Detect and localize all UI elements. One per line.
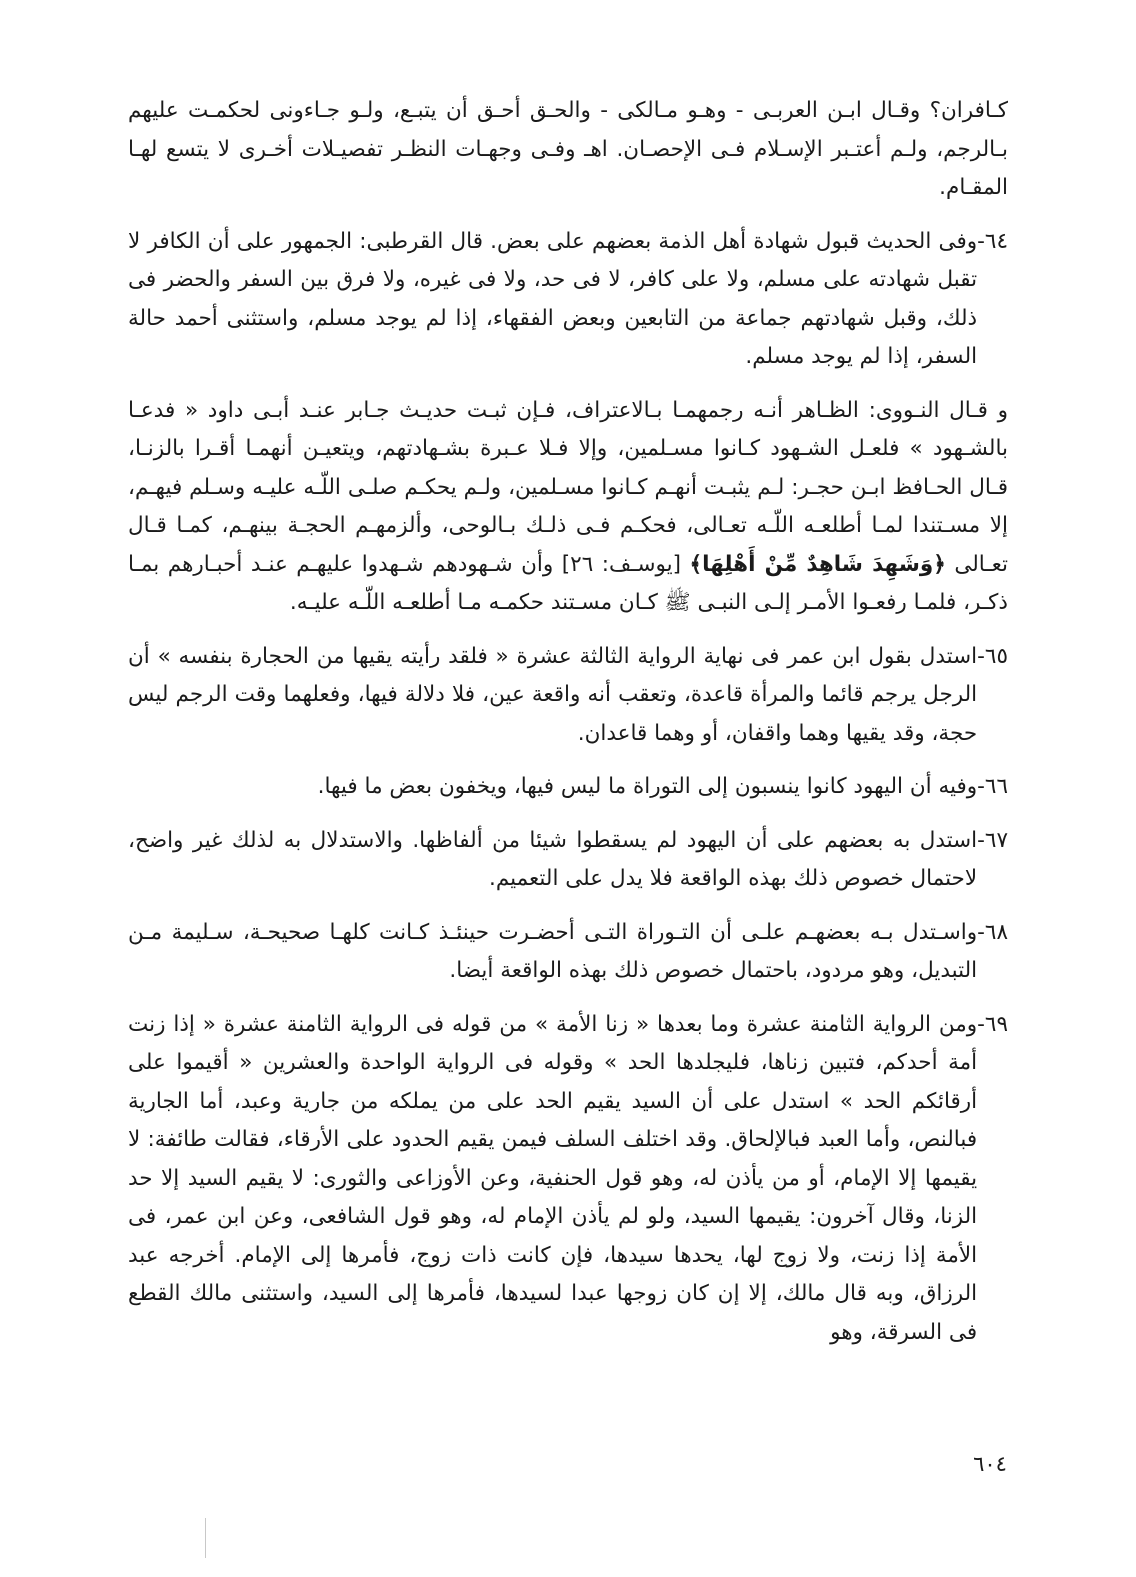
paragraph-67 bbox=[128, 822, 1008, 899]
paragraph-number: ٦٤- bbox=[977, 228, 1008, 254]
paragraph-66 bbox=[128, 768, 1008, 807]
quran-verse: ﴿وَشَهِدَ شَاهِدٌ مِّنْ أَهْلِهَا﴾ bbox=[689, 551, 946, 577]
paragraph-nawawi bbox=[128, 392, 1008, 623]
paragraph-text: وفى الحديث قبول شهادة أهل الذمة بعضهم على بعض. قال القرطبى: الجمهور على أن الكافر لا تقبل شهادته على مسلم، ولا على كافر، لا فى حد، ولا فى غيره، ولا فرق بين السفر والحضر فى ذلك، وقبل شهادتهم جماعة من التابعين وبعض الفقهاء، إذا لم يوجد مسلم، واستثنى أحمد حالة السفر، إذا لم يوجد مسلم. bbox=[128, 228, 978, 369]
paragraph-continuation: كـافران؟ وقـال ابـن العربـى - وهـو مـالكى - والحـق أحـق أن يتبـع، ولـو جـاءونى لحكمـت عليهم بـالرجم، ولـم أعتـبر الإسـلام فـى الإحصـان. اهـ وفـى وجهـات النظـر تفصيـلات أخـرى لا يتسع لهـا المقـام. bbox=[128, 98, 1008, 200]
paragraph-text: استدل به بعضهم على أن اليهود لم يسقطوا شيئا من ألفاظها. والاستدلال به لذلك غير واضح، لاحتمال خصوص ذلك بهذه الواقعة فلا يدل على التعميم. bbox=[128, 827, 978, 891]
paragraph-text: استدل بقول ابن عمر فى نهاية الرواية الثالثة عشرة « فلقد رأيته يقيها من الحجارة بنفسه » أن الرجل يرجم قائما والمرأة قاعدة، وتعقب أنه واقعة عين، فلا دلالة فيها، وفعلهما وقت الرجم ليس حجة، وقد يقيها وهما واقفان، أو وهما قاعدان. bbox=[128, 643, 978, 746]
paragraph-number: ٦٧- bbox=[977, 827, 1008, 853]
paragraph-number: ٦٩- bbox=[977, 1011, 1008, 1037]
paragraph-text: ومن الرواية الثامنة عشرة وما بعدها « زنا الأمة » من قوله فى الرواية الثامنة عشرة « إذا زنت أمة أحدكم، فتبين زناها، فليجلدها الحد » وقوله فى الرواية الواحدة والعشرين « أقيموا على أرقائكم الحد » استدل على أن السيد يقيم الحد على من يملكه من جارية وعبد، أما الجارية فبالنص، وأما العبد فبالإلحاق. وقد اختلف السلف فيمن يقيم الحدود على الأرقاء، فقالت طائفة: لا يقيمها إلا الإمام، أو من يأذن له، وهو قول الحنفية، وعن الأوزاعى والثورى: لا يقيم السيد إلا حد الزنا، وقال آخرون: يقيمها السيد، ولو لم يأذن الإمام له، وهو قول الشافعى، وعن ابن عمر، فى الأمة إذا زنت، ولا زوج لها، يحدها سيدها، فإن كانت ذات زوج، فأمرها إلى الإمام. أخرجه عبد الرزاق، وبه قال مالك، إلا إن كان زوجها عبدا لسيدها، فأمرها إلى السيد، واستثنى مالك القطع فى السرقة، وهو bbox=[128, 1011, 978, 1345]
paragraph-68 bbox=[128, 914, 1008, 991]
page-body bbox=[128, 92, 1008, 1367]
paragraph-64 bbox=[128, 223, 1008, 377]
scan-mark bbox=[205, 1518, 206, 1558]
paragraph-text: واسـتدل بـه بعضهـم علـى أن التـوراة التـى أحضـرت حينئـذ كـانت كلهـا صحيحـة، سـليمة مـن التبديل، وهو مردود، باحتمال خصوص ذلك بهذه الواقعة أيضا. bbox=[128, 919, 978, 983]
page-number: ٦٠٤ bbox=[973, 1452, 1007, 1476]
paragraph-69 bbox=[128, 1006, 1008, 1353]
paragraph-text-part-b: [يوسـف: ٢٦] وأن شـهودهم شـهدوا عليهـم عنـد أحبـارهم بمـا ذكـر، فلمـا رفعـوا الأمـر إلـى النبـى ﷺ كـان مسـتند حكمـه مـا أطلعـه اللّـه عليـه. bbox=[128, 551, 1008, 615]
paragraph-text: وفيه أن اليهود كانوا ينسبون إلى التوراة ما ليس فيها، ويخفون بعض ما فيها. bbox=[317, 774, 978, 799]
paragraph-number: ٦٨- bbox=[977, 919, 1008, 945]
paragraph-number: ٦٥- bbox=[977, 643, 1008, 669]
paragraph-65 bbox=[128, 638, 1008, 754]
paragraph-text-part-a: و قـال النـووى: الظـاهر أنـه رجمهمـا بـالاعتراف، فـإن ثبـت حديـث جـابر عنـد أبـى داود « فدعـا بالشـهود » فلعـل الشـهود كـانوا مسـلمين، وإلا فـلا عـبرة بشـهادتهم، ويتعيـن أنهمـا أقـرا بالزنـا، قـال الحـافظ ابـن حجـر: لـم يثبـت أنهـم كـانوا مسـلمين، ولـم يحكـم صلـى اللّـه عليـه وسـلم فيهـم، إلا مسـتندا لمـا أطلعـه اللّـه تعـالى، فحكـم فـى ذلـك بـالوحى، وألزمهـم الحجـة بينهـم، كمـا قـال تعـالى bbox=[128, 397, 1008, 577]
paragraph-number: ٦٦- bbox=[977, 774, 1008, 799]
